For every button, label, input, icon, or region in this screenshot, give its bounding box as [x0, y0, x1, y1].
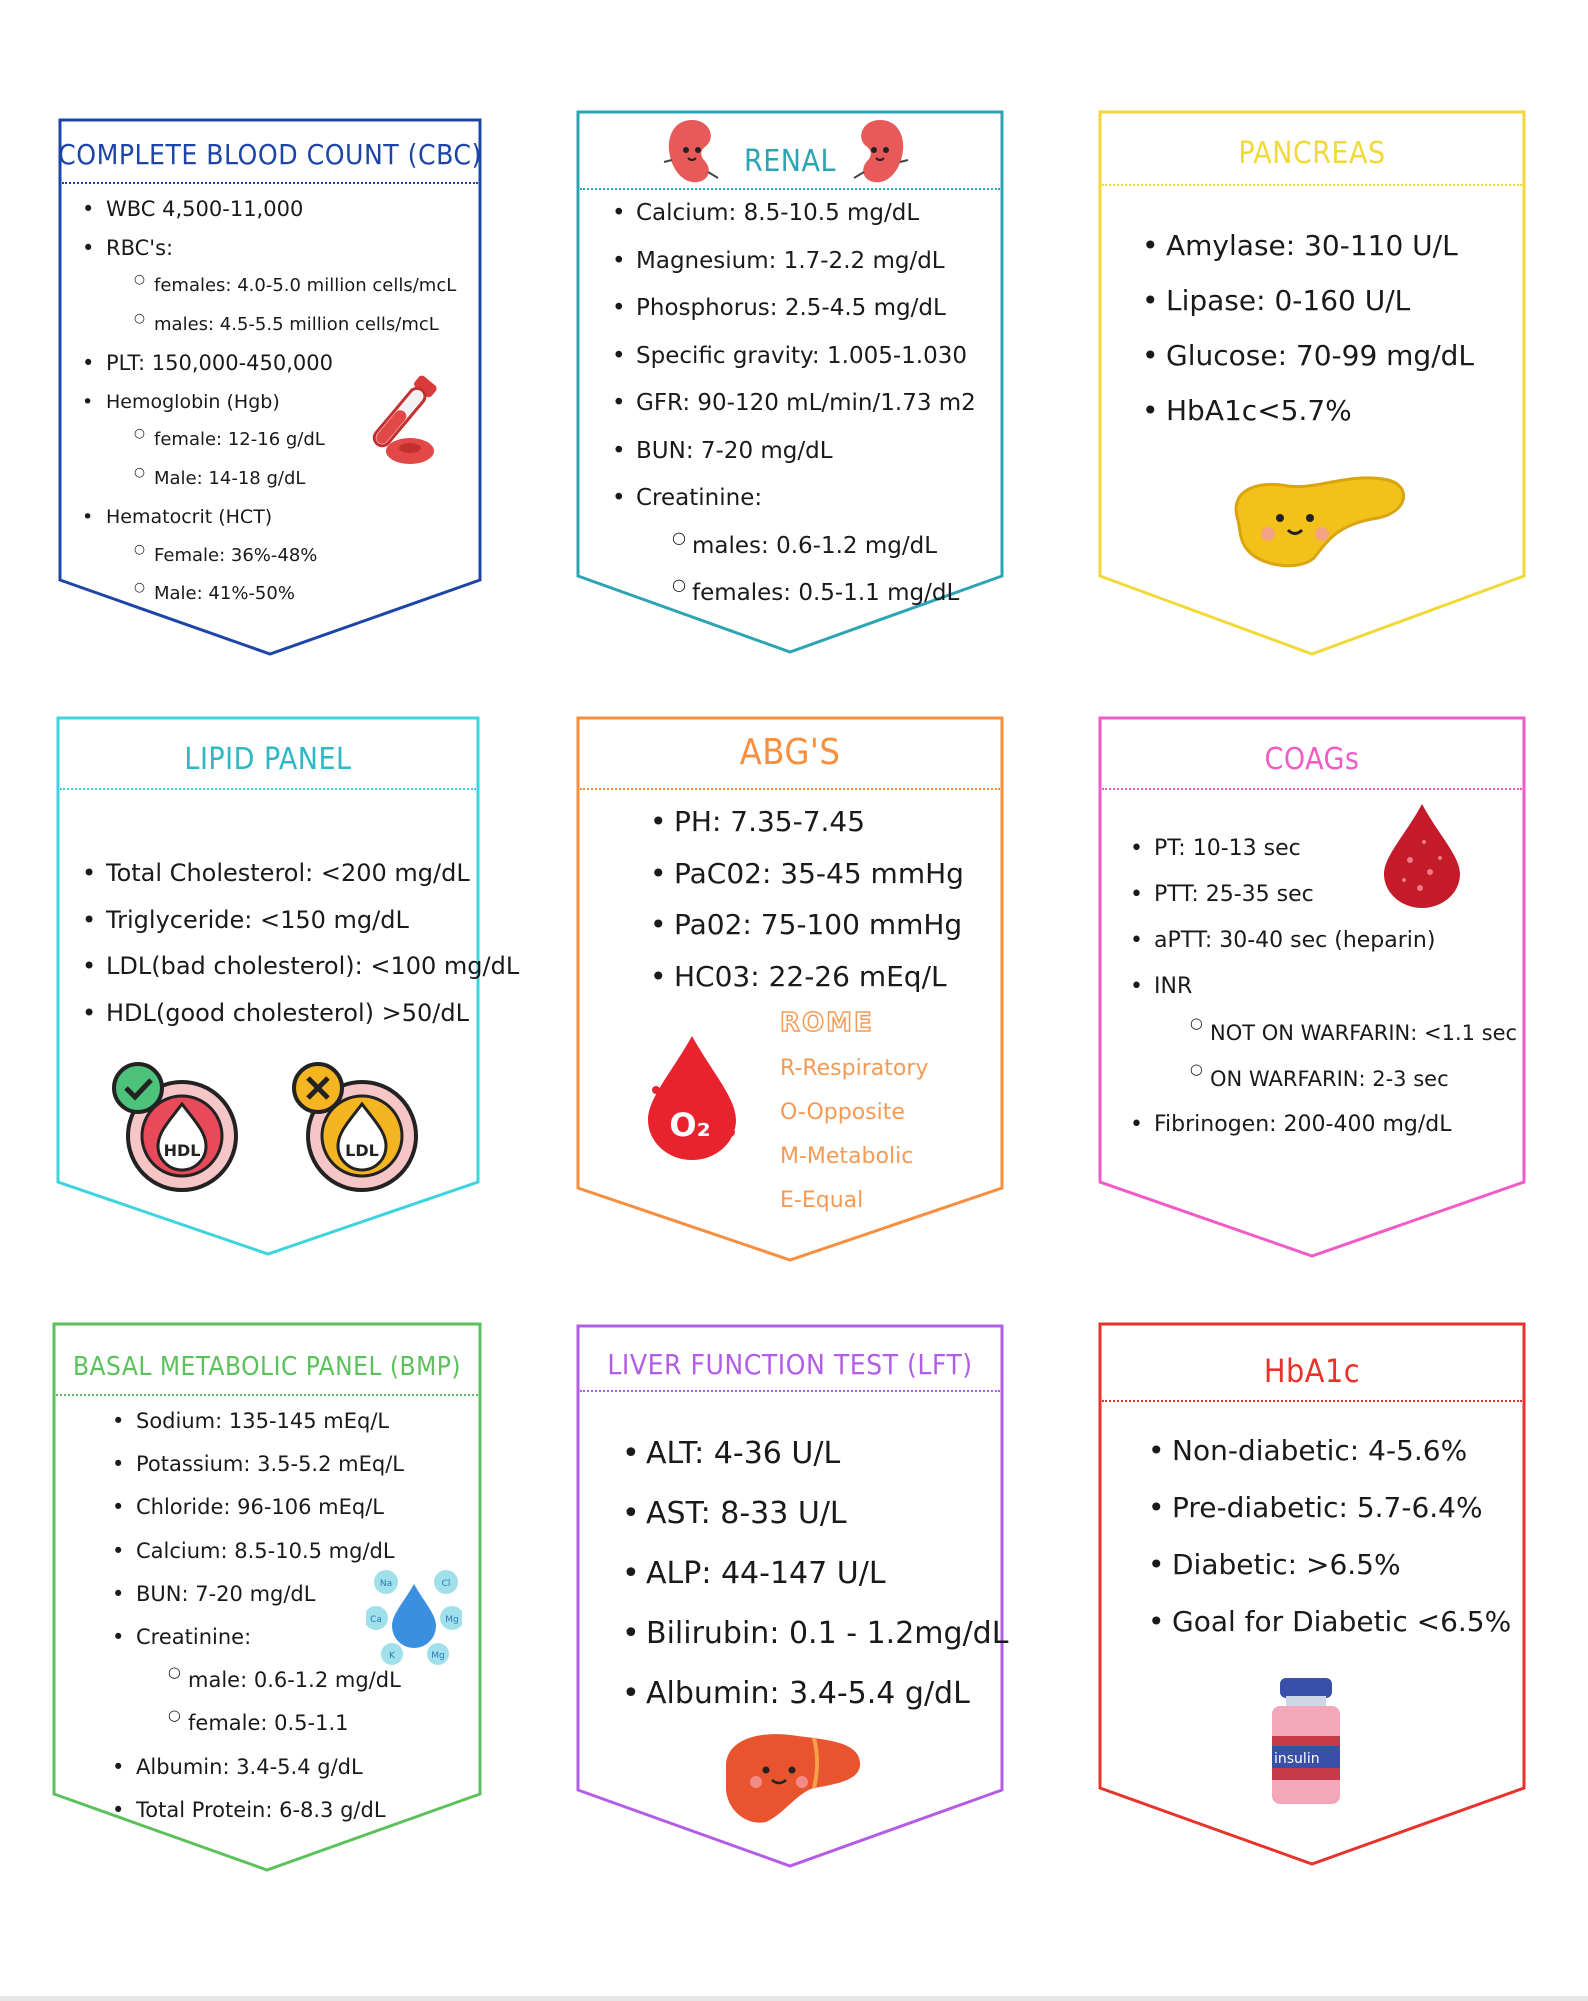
ldl-icon — [288, 1058, 428, 1198]
list-item: • HDL(good cholesterol) >50/dL — [106, 990, 519, 1037]
list-item: • AST: 8-33 U/L — [646, 1484, 1008, 1544]
list-item: • HC03: 22-26 mEq/L — [674, 951, 964, 1003]
list-item: • Creatinine: — [636, 475, 976, 523]
lipid-card — [56, 716, 520, 1258]
bmp-list — [136, 1400, 404, 1832]
list-item: ○ ON WARFARIN: 2-3 sec — [1210, 1056, 1517, 1102]
list-item: • Amylase: 30-110 U/L — [1166, 218, 1474, 273]
renal-title: RENAL — [744, 144, 836, 179]
list-item: • Albumin: 3.4-5.4 g/dL — [136, 1746, 404, 1789]
abg-title-divider — [580, 788, 1000, 790]
ldl-label: LDL — [345, 1141, 379, 1160]
electrolyte-label: Cl — [441, 1579, 451, 1589]
list-item: • Fibrinogen: 200-400 mg/dL — [1154, 1102, 1517, 1148]
electrolytes-icon — [366, 1562, 462, 1666]
list-item: • WBC 4,500-11,000 — [106, 190, 456, 229]
pancreas-list — [1166, 218, 1474, 438]
list-item: • Pre-diabetic: 5.7-6.4% — [1172, 1479, 1511, 1536]
insulin-label: insulin — [1274, 1751, 1320, 1767]
list-item: • Triglyceride: <150 mg/dL — [106, 897, 519, 944]
list-item: • Total Cholesterol: <200 mg/dL — [106, 850, 519, 897]
oxygen-label: O₂ — [669, 1106, 711, 1144]
hba1c-title: HbA1c — [1263, 1352, 1361, 1390]
page-bottom-border — [0, 1996, 1588, 2001]
list-item: ○ Male: 41%-50% — [154, 575, 456, 614]
renal-list — [636, 190, 976, 618]
blood-drop-icon — [1380, 800, 1464, 910]
electrolyte-label: K — [389, 1651, 395, 1661]
coags-card — [1098, 716, 1526, 1260]
rome-heading: ROME — [780, 1008, 874, 1038]
abg-card — [576, 716, 1004, 1264]
list-item: • Hemoglobin (Hgb) — [106, 383, 456, 422]
cbc-card — [58, 118, 482, 658]
list-item: • Pa02: 75-100 mmHg — [674, 899, 964, 951]
list-item: ○ Female: 36%-48% — [154, 537, 456, 576]
list-item: • PaC02: 35-45 mmHg — [674, 848, 964, 900]
cbc-title: COMPLETE BLOOD COUNT (CBC) — [58, 138, 482, 171]
list-item: • Hematocrit (HCT) — [106, 498, 456, 537]
electrolyte-label: Na — [379, 1579, 393, 1589]
electrolyte-label: Mg — [445, 1615, 459, 1625]
kidney-icon — [848, 116, 912, 188]
bmp-title-divider — [56, 1394, 478, 1396]
list-item: ○ NOT ON WARFARIN: <1.1 sec — [1210, 1010, 1517, 1056]
coags-title: COAGs — [1264, 742, 1360, 777]
bmp-card — [52, 1322, 482, 1874]
electrolyte-label: Mg — [431, 1651, 445, 1661]
liver-icon — [718, 1724, 866, 1828]
list-item: • RBC's: — [106, 229, 456, 268]
list-item: • PT: 10-13 sec — [1154, 826, 1517, 872]
pancreas-title: PANCREAS — [1238, 136, 1386, 171]
list-item: ○ males: 4.5-5.5 million cells/mcL — [154, 306, 456, 345]
list-item: • Magnesium: 1.7-2.2 mg/dL — [636, 238, 976, 286]
list-item: • Chloride: 96-106 mEq/L — [136, 1486, 404, 1529]
list-item: • PH: 7.35-7.45 — [674, 796, 964, 848]
rome-line: R-Respiratory — [780, 1056, 929, 1081]
blood-test-tube-icon — [340, 366, 450, 476]
list-item: • ALT: 4-36 U/L — [646, 1424, 1008, 1484]
rome-line: O-Opposite — [780, 1100, 905, 1125]
list-item: • Potassium: 3.5-5.2 mEq/L — [136, 1443, 404, 1486]
list-item: • Total Protein: 6-8.3 g/dL — [136, 1789, 404, 1832]
lipid-list — [106, 850, 519, 1036]
list-item: • Creatinine: — [136, 1616, 404, 1659]
insulin-vial-icon — [1264, 1676, 1348, 1808]
list-item: ○ females: 0.5-1.1 mg/dL — [692, 570, 976, 618]
lft-title-divider — [580, 1390, 1000, 1392]
list-item: • GFR: 90-120 mL/min/1.73 m2 — [636, 380, 976, 428]
hdl-label: HDL — [163, 1141, 201, 1160]
rome-line: M-Metabolic — [780, 1144, 914, 1169]
list-item: • Calcium: 8.5-10.5 mg/dL — [136, 1530, 404, 1573]
list-item: • Bilirubin: 0.1 - 1.2mg/dL — [646, 1604, 1008, 1664]
list-item: • Diabetic: >6.5% — [1172, 1536, 1511, 1593]
list-item: ○ females: 4.0-5.0 million cells/mcL — [154, 267, 456, 306]
list-item: • BUN: 7-20 mg/dL — [636, 428, 976, 476]
lipid-title: LIPID PANEL — [184, 742, 352, 777]
hba1c-list — [1172, 1422, 1511, 1650]
list-item: • aPTT: 30-40 sec (heparin) — [1154, 918, 1517, 964]
rome-line: E-Equal — [780, 1188, 864, 1213]
lft-list — [646, 1424, 1008, 1724]
pancreas-title-divider — [1102, 184, 1522, 186]
renal-card — [576, 110, 1004, 656]
lipid-title-divider — [60, 788, 476, 790]
oxygen-drop-icon — [642, 1032, 742, 1162]
list-item: • PTT: 25-35 sec — [1154, 872, 1517, 918]
list-item: • HbA1c<5.7% — [1166, 383, 1474, 438]
coags-title-divider — [1102, 788, 1522, 790]
list-item: ○ males: 0.6-1.2 mg/dL — [692, 523, 976, 571]
list-item: • Sodium: 135-145 mEq/L — [136, 1400, 404, 1443]
hdl-icon — [108, 1058, 248, 1198]
list-item: • Lipase: 0-160 U/L — [1166, 273, 1474, 328]
list-item: • Non-diabetic: 4-5.6% — [1172, 1422, 1511, 1479]
bmp-title: BASAL METABOLIC PANEL (BMP) — [73, 1352, 461, 1382]
abg-list — [674, 796, 964, 1002]
electrolyte-label: Ca — [370, 1615, 382, 1625]
list-item: • ALP: 44-147 U/L — [646, 1544, 1008, 1604]
hba1c-title-divider — [1102, 1400, 1522, 1402]
list-item: ○ male: 0.6-1.2 mg/dL — [188, 1659, 404, 1702]
list-item: • PLT: 150,000-450,000 — [106, 344, 456, 383]
list-item: • Specific gravity: 1.005-1.030 — [636, 333, 976, 381]
hba1c-card — [1098, 1322, 1526, 1868]
list-item: • INR — [1154, 964, 1517, 1010]
pancreas-icon — [1218, 460, 1414, 570]
list-item: ○ female: 0.5-1.1 — [188, 1702, 404, 1745]
list-item: ○ Male: 14-18 g/dL — [154, 460, 456, 499]
cbc-title-divider — [62, 182, 478, 184]
abg-title: ABG'S — [739, 732, 841, 773]
lft-title: LIVER FUNCTION TEST (LFT) — [607, 1348, 973, 1381]
list-item: • Phosphorus: 2.5-4.5 mg/dL — [636, 285, 976, 333]
list-item: • Goal for Diabetic <6.5% — [1172, 1593, 1511, 1650]
list-item: • Calcium: 8.5-10.5 mg/dL — [636, 190, 976, 238]
list-item: ○ female: 12-16 g/dL — [154, 421, 456, 460]
list-item: • LDL(bad cholesterol): <100 mg/dL — [106, 943, 519, 990]
list-item: • Albumin: 3.4-5.4 g/dL — [646, 1664, 1008, 1724]
list-item: • BUN: 7-20 mg/dL — [136, 1573, 404, 1616]
kidney-icon — [660, 116, 724, 188]
list-item: • Glucose: 70-99 mg/dL — [1166, 328, 1474, 383]
lft-card — [576, 1324, 1009, 1870]
